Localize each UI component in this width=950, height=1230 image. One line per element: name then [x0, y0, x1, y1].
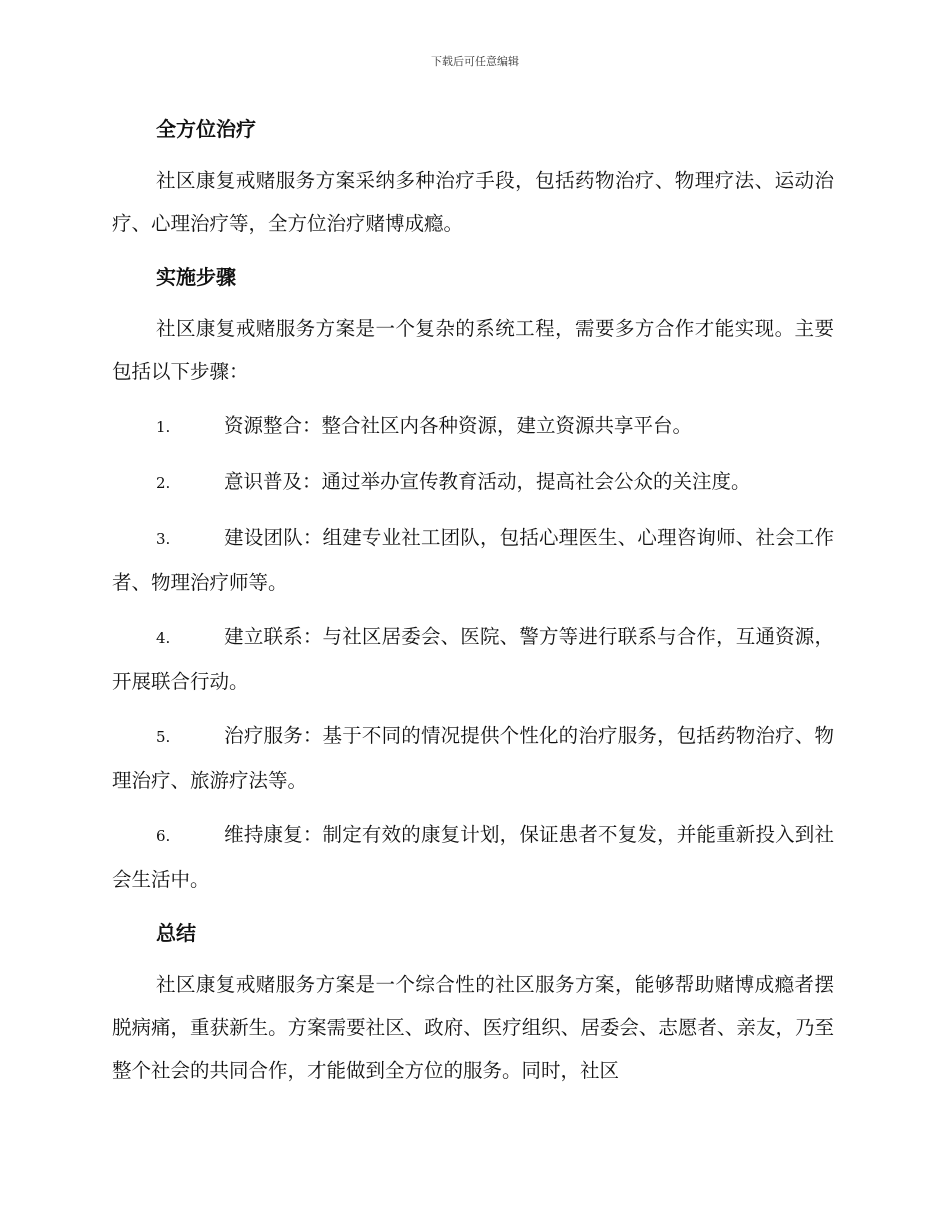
section-heading-steps: 实施步骤 — [156, 265, 236, 289]
paragraph-steps-intro: 社区康复戒赌服务方案是一个复杂的系统工程，需要多方合作才能实现。主要包括以下步骤： — [112, 317, 834, 383]
list-item-number: 6. — [156, 827, 171, 845]
steps-list — [112, 404, 834, 901]
list-item-text: 治疗服务：基于不同的情况提供个性化的治疗服务，包括药物治疗、物理治疗、旅游疗法等。 — [112, 724, 834, 792]
page-header-note: 下载后可任意编辑 — [431, 55, 519, 68]
list-item — [112, 516, 834, 604]
list-item — [112, 460, 834, 505]
document-body — [112, 108, 834, 1092]
list-item-number: 4. — [156, 629, 171, 647]
list-item — [112, 714, 834, 802]
paragraph-treatment: 社区康复戒赌服务方案采纳多种治疗手段，包括药物治疗、物理疗法、运动治疗、心理治疗等，全方位治疗赌博成瘾。 — [112, 169, 834, 235]
list-item-number: 5. — [156, 728, 171, 746]
list-item — [112, 615, 834, 703]
list-item-text: 资源整合：整合社区内各种资源，建立资源共享平台。 — [224, 414, 693, 437]
list-item — [112, 404, 834, 449]
section-heading-treatment: 全方位治疗 — [156, 117, 256, 141]
list-item-number: 2. — [156, 474, 171, 492]
section-heading-summary: 总结 — [156, 921, 196, 945]
list-item-text: 维持康复：制定有效的康复计划，保证患者不复发，并能重新投入到社会生活中。 — [112, 823, 834, 891]
list-item-number: 1. — [156, 418, 171, 436]
list-item-text: 建设团队：组建专业社工团队，包括心理医生、心理咨询师、社会工作者、物理治疗师等。 — [112, 526, 834, 594]
list-item-text: 意识普及：通过举办宣传教育活动，提高社会公众的关注度。 — [224, 470, 751, 493]
list-item-text: 建立联系：与社区居委会、医院、警方等进行联系与合作，互通资源，开展联合行动。 — [112, 625, 834, 693]
list-item — [112, 813, 834, 901]
list-item-number: 3. — [156, 530, 171, 548]
paragraph-summary: 社区康复戒赌服务方案是一个综合性的社区服务方案，能够帮助赌博成瘾者摆脱病痛，重获新生。方案需要社区、政府、医疗组织、居委会、志愿者、亲友，乃至整个社会的共同合作，才能做到全方位的服务。同时，社区 — [112, 973, 834, 1082]
